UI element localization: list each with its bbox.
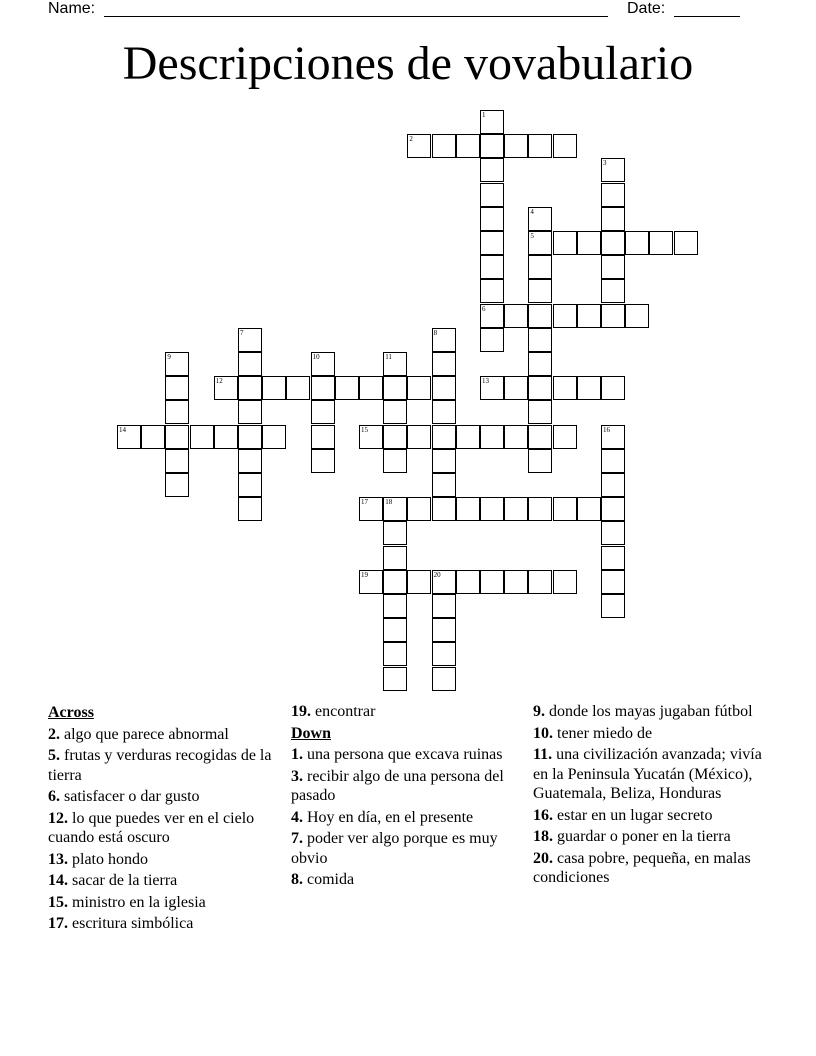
grid-cell[interactable] [383, 667, 407, 691]
clue-number: 6 [482, 304, 486, 313]
grid-cell[interactable] [528, 207, 552, 231]
grid-cell[interactable] [480, 255, 504, 279]
clue-number: 2 [409, 135, 413, 144]
grid-cell[interactable] [238, 328, 262, 352]
grid-cell[interactable] [432, 352, 456, 376]
grid-cell[interactable] [383, 449, 407, 473]
grid-cell[interactable] [383, 570, 407, 594]
grid-cell[interactable] [504, 570, 528, 594]
grid-cell[interactable] [165, 425, 189, 449]
grid-cell[interactable] [383, 497, 407, 521]
grid-cell[interactable] [601, 425, 625, 449]
grid-cell[interactable] [311, 425, 335, 449]
grid-cell[interactable] [480, 279, 504, 303]
grid-cell[interactable] [480, 328, 504, 352]
grid-cell[interactable] [528, 231, 552, 255]
grid-cell[interactable] [456, 570, 480, 594]
grid-cell[interactable] [262, 376, 286, 400]
grid-cell[interactable] [311, 400, 335, 424]
grid-cell[interactable] [480, 134, 504, 158]
grid-cell[interactable] [553, 497, 577, 521]
grid-cell[interactable] [190, 425, 214, 449]
grid-cell[interactable] [601, 183, 625, 207]
grid-cell[interactable] [238, 352, 262, 376]
grid-cell[interactable] [238, 400, 262, 424]
grid-cell[interactable] [553, 570, 577, 594]
grid-cell[interactable] [456, 425, 480, 449]
grid-cell[interactable] [504, 497, 528, 521]
grid-cell[interactable] [480, 304, 504, 328]
grid-cell[interactable] [504, 425, 528, 449]
grid-cell[interactable] [238, 425, 262, 449]
grid-cell[interactable] [601, 231, 625, 255]
clue-number: 11 [385, 353, 392, 361]
grid-cell[interactable] [432, 400, 456, 424]
clue-number: 20 [433, 570, 441, 579]
grid-cell[interactable] [480, 497, 504, 521]
grid-cell[interactable] [601, 473, 625, 497]
clue-number: 19 [361, 570, 368, 579]
clue-down-9: 9. donde los mayas jugaban fútbol [533, 703, 753, 720]
clue-across-15: 15. ministro en la iglesia [48, 893, 206, 911]
grid-cell[interactable] [407, 134, 431, 158]
grid-cell[interactable] [577, 497, 601, 521]
grid-cell[interactable] [432, 425, 456, 449]
grid-cell[interactable] [432, 594, 456, 618]
grid-cell[interactable] [480, 110, 504, 134]
down-heading: Down [291, 724, 332, 742]
grid-cell[interactable] [504, 134, 528, 158]
grid-cell[interactable] [528, 497, 552, 521]
clue-down-11: 11. una civilización avanzada; vivía en la Peninsula Yucatán (México), Guatemala, Beliza, Honduras [533, 746, 762, 802]
clue-number: 1 [482, 111, 486, 119]
clue-number: 5 [530, 232, 534, 240]
grid-cell[interactable] [359, 570, 383, 594]
grid-cell[interactable] [601, 594, 625, 618]
grid-cell[interactable] [407, 497, 431, 521]
grid-cell[interactable] [311, 449, 335, 473]
grid-cell[interactable] [214, 425, 238, 449]
grid-cell[interactable] [359, 425, 383, 449]
grid-cell[interactable] [311, 376, 335, 400]
grid-cell[interactable] [456, 134, 480, 158]
clue-number: 3 [603, 159, 607, 168]
grid-cell[interactable] [601, 449, 625, 473]
grid-cell[interactable] [553, 304, 577, 328]
grid-cell[interactable] [553, 376, 577, 400]
grid-cell[interactable] [456, 497, 480, 521]
grid-cell[interactable] [577, 304, 601, 328]
clue-number: 18 [385, 498, 393, 507]
grid-cell[interactable] [286, 376, 310, 400]
grid-cell[interactable] [238, 473, 262, 497]
grid-cell[interactable] [383, 425, 407, 449]
grid-cell[interactable] [577, 376, 601, 400]
clue-down-3: 3. recibir algo de una persona del pasado [291, 767, 504, 804]
grid-cell[interactable] [432, 570, 456, 594]
grid-cell[interactable] [165, 449, 189, 473]
grid-cell[interactable] [432, 497, 456, 521]
grid-cell[interactable] [601, 521, 625, 545]
grid-cell[interactable] [359, 497, 383, 521]
grid-cell[interactable] [383, 546, 407, 570]
grid-cell[interactable] [528, 255, 552, 279]
clue-across-12: 12. lo que puedes ver en el cielo cuando está oscuro [48, 809, 255, 846]
clue-number: 10 [312, 353, 320, 361]
grid-cell[interactable] [601, 255, 625, 279]
grid-cell[interactable] [311, 352, 335, 376]
grid-cell[interactable] [383, 618, 407, 642]
grid-cell[interactable] [407, 570, 431, 594]
grid-cell[interactable] [553, 134, 577, 158]
grid-cell[interactable] [649, 231, 673, 255]
grid-cell[interactable] [674, 231, 698, 255]
grid-cell[interactable] [432, 473, 456, 497]
clue-down-8: 8. comida [291, 871, 355, 888]
grid-cell[interactable] [601, 497, 625, 521]
date-label: Date: [627, 0, 666, 17]
grid-cell[interactable] [577, 231, 601, 255]
clue-down-18: 18. guardar o poner en la tierra [533, 828, 731, 845]
grid-cell[interactable] [528, 134, 552, 158]
clue-down-10: 10. tener miedo de [533, 724, 653, 742]
clue-down-1: 1. una persona que excava ruinas [291, 746, 503, 763]
grid-cell[interactable] [407, 376, 431, 400]
grid-cell[interactable] [407, 425, 431, 449]
grid-cell[interactable] [432, 667, 456, 691]
clue-number: 17 [361, 498, 368, 507]
grid-cell[interactable] [528, 425, 552, 449]
grid-cell[interactable] [432, 328, 456, 352]
clues-column-2 [291, 702, 516, 892]
grid-cell[interactable] [528, 449, 552, 473]
grid-cell[interactable] [601, 546, 625, 570]
grid-cell[interactable] [601, 376, 625, 400]
grid-cell[interactable] [553, 425, 577, 449]
grid-cell[interactable] [601, 304, 625, 328]
grid-cell[interactable] [165, 376, 189, 400]
grid-cell[interactable] [238, 449, 262, 473]
grid-cell[interactable] [383, 376, 407, 400]
grid-cell[interactable] [335, 376, 359, 400]
clue-number: 7 [240, 328, 244, 337]
clue-across-2: 2. algo que parece abnormal [48, 725, 229, 743]
clue-number: 8 [433, 328, 438, 337]
grid-cell[interactable] [528, 328, 552, 352]
grid-cell[interactable] [117, 425, 141, 449]
clue-down-4: 4. Hoy en día, en el presente [291, 808, 474, 826]
grid-cell[interactable] [383, 400, 407, 424]
grid-cell[interactable] [262, 425, 286, 449]
clue-across-5: 5. frutas y verduras recogidas de la tierra [48, 747, 272, 784]
clues-column-3 [533, 702, 773, 890]
grid-cell[interactable] [480, 183, 504, 207]
grid-cell[interactable] [480, 231, 504, 255]
clue-down-7: 7. poder ver algo porque es muy obvio [291, 830, 498, 867]
clue-number: 12 [215, 377, 223, 386]
grid-cell[interactable] [432, 642, 456, 666]
grid-cell[interactable] [504, 304, 528, 328]
grid-cell[interactable] [480, 570, 504, 594]
grid-cell[interactable] [601, 570, 625, 594]
grid-cell[interactable] [383, 352, 407, 376]
clue-across-14: 14. sacar de la tierra [48, 872, 178, 889]
grid-cell[interactable] [528, 400, 552, 424]
name-label: Name: [48, 0, 96, 17]
grid-cell[interactable] [601, 207, 625, 231]
grid-cell[interactable] [528, 352, 552, 376]
clue-across-19: 19. encontrar [291, 703, 376, 720]
across-heading: Across [48, 704, 94, 721]
grid-cell[interactable] [165, 473, 189, 497]
clue-number: 14 [119, 425, 126, 434]
clue-number: 4 [530, 207, 534, 216]
grid-cell[interactable] [553, 231, 577, 255]
grid-cell[interactable] [141, 425, 165, 449]
grid-cell[interactable] [432, 449, 456, 473]
clues-column-1 [48, 702, 273, 936]
grid-cell[interactable] [383, 642, 407, 666]
grid-cell[interactable] [214, 376, 238, 400]
grid-cell[interactable] [383, 521, 407, 545]
grid-cell[interactable] [359, 376, 383, 400]
clue-number: 16 [603, 425, 610, 434]
grid-cell[interactable] [480, 158, 504, 182]
clue-down-20: 20. casa pobre, pequeña, en malas condiciones [533, 849, 751, 886]
clue-across-6: 6. satisfacer o dar gusto [48, 788, 200, 805]
grid-cell[interactable] [480, 425, 504, 449]
clue-across-13: 13. plato hondo [48, 850, 148, 868]
grid-cell[interactable] [504, 376, 528, 400]
clue-across-17: 17. escritura simbólica [48, 915, 194, 932]
grid-cell[interactable] [238, 376, 262, 400]
clue-down-16: 16. estar en un lugar secreto [533, 806, 713, 824]
clue-number: 9 [167, 353, 171, 361]
grid-cell[interactable] [528, 570, 552, 594]
grid-cell[interactable] [383, 594, 407, 618]
grid-cell[interactable] [165, 400, 189, 424]
grid-cell[interactable] [625, 231, 649, 255]
grid-cell[interactable] [601, 279, 625, 303]
grid-cell[interactable] [528, 304, 552, 328]
clue-number: 13 [482, 377, 489, 386]
grid-cell[interactable] [601, 158, 625, 182]
grid-cell[interactable] [432, 618, 456, 642]
grid-cell[interactable] [238, 497, 262, 521]
grid-cell[interactable] [432, 376, 456, 400]
page-title: Descripciones de vovabulario [122, 37, 694, 90]
clue-number: 15 [361, 425, 368, 434]
grid-cell[interactable] [625, 304, 649, 328]
grid-cell[interactable] [480, 376, 504, 400]
grid-cell[interactable] [165, 352, 189, 376]
grid-cell[interactable] [480, 207, 504, 231]
grid-cell[interactable] [528, 279, 552, 303]
grid-cell[interactable] [528, 376, 552, 400]
grid-cell[interactable] [432, 134, 456, 158]
